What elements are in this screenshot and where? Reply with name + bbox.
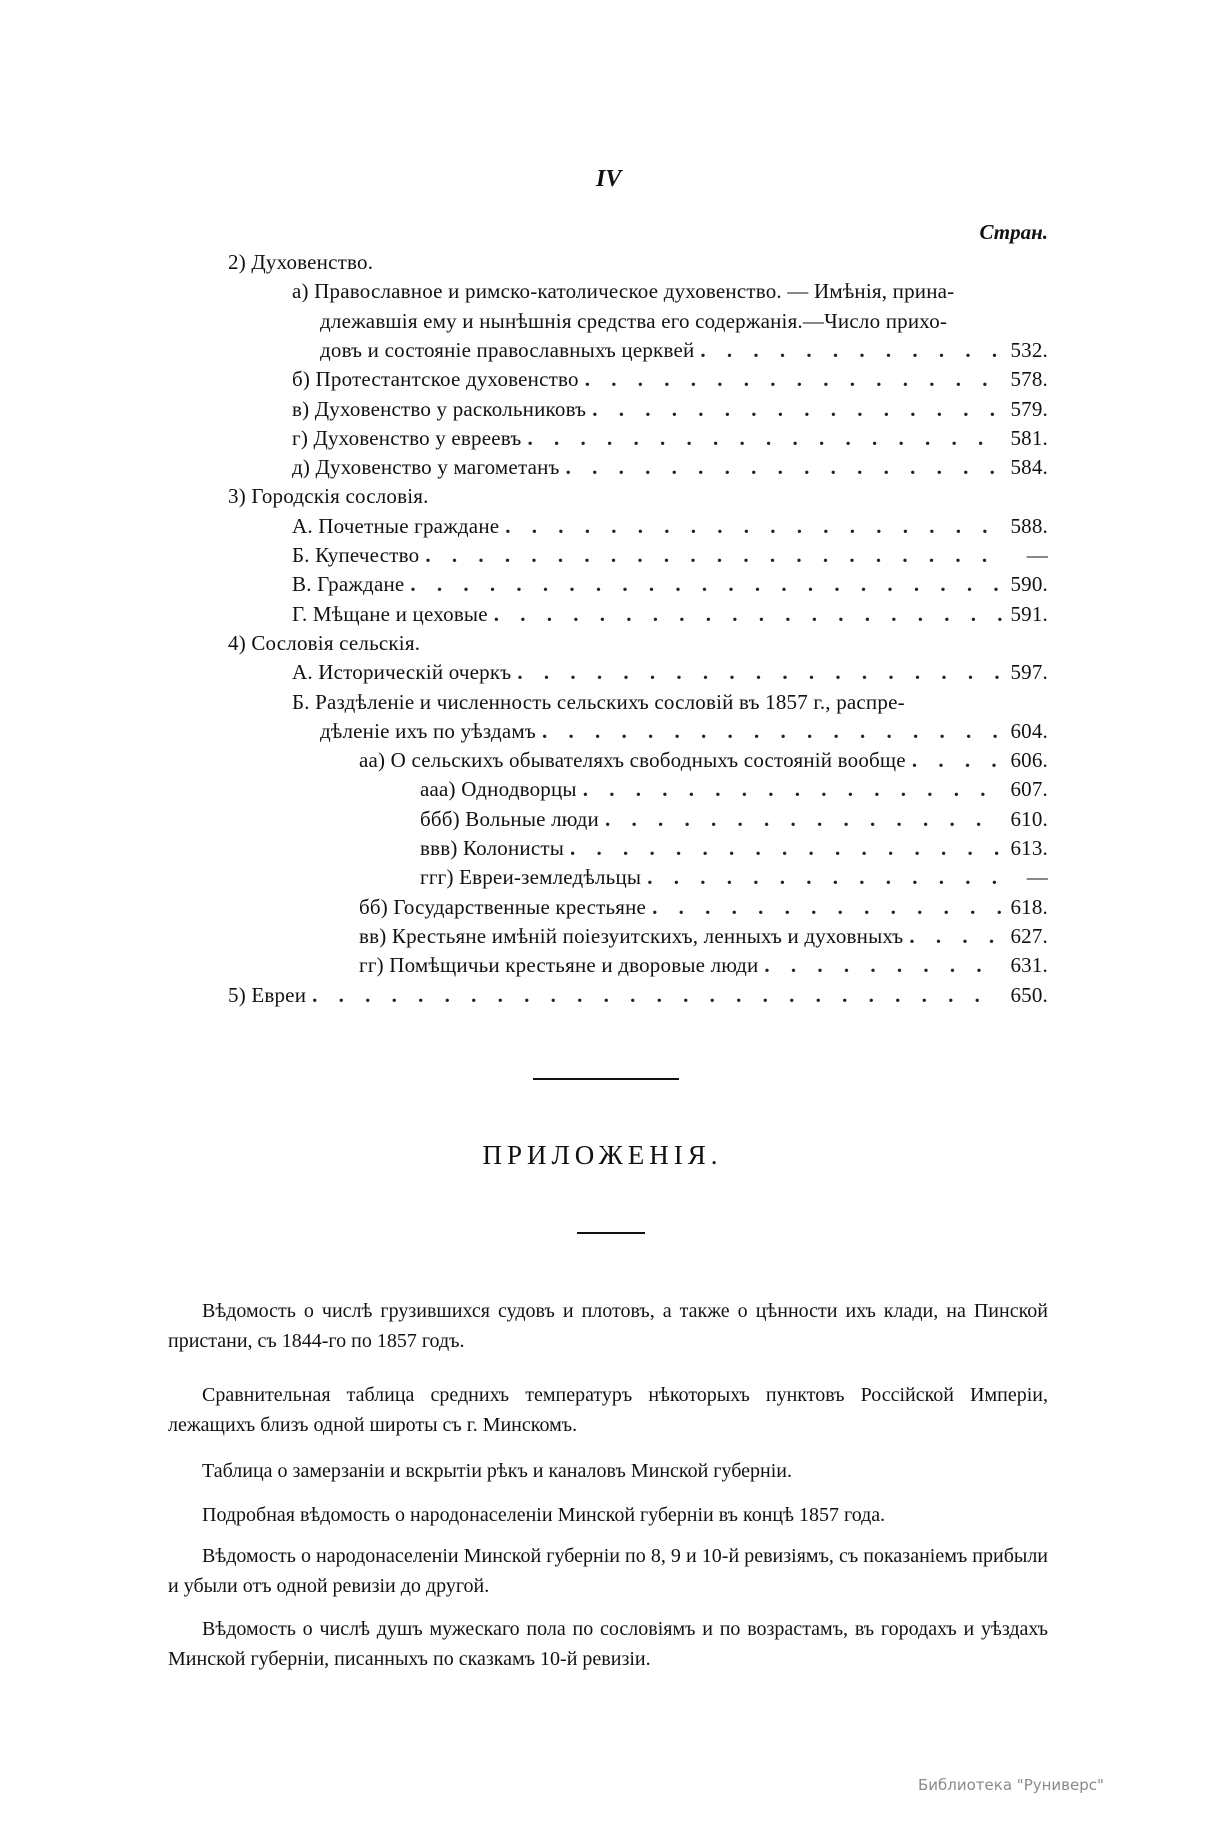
toc-entry-page: 532. bbox=[1010, 337, 1048, 362]
toc-entry bbox=[320, 717, 1048, 746]
toc-entry-label: дѣленіе ихъ по уѣздамъ bbox=[320, 718, 536, 743]
toc-entry-label: вв) Крестьяне имѣній поіезуитскихъ, ленныхъ и духовныхъ bbox=[359, 923, 904, 948]
toc-entry bbox=[228, 482, 429, 511]
toc-entry-label: 5) Евреи bbox=[228, 982, 307, 1007]
toc-entry-page: — bbox=[1026, 543, 1048, 567]
dot-leader bbox=[566, 453, 1002, 482]
toc-entry-label: г) Духовенство у евреевъ bbox=[292, 425, 522, 450]
toc-entry-label: 3) Городскія сословія. bbox=[228, 484, 429, 509]
appendix-item: Подробная вѣдомость о народонаселеніи Минской губерніи въ концѣ 1857 года. bbox=[202, 1504, 886, 1526]
toc-entry-page: 618. bbox=[1010, 894, 1048, 919]
toc-entry-page: 606. bbox=[1010, 748, 1048, 773]
dot-leader bbox=[585, 365, 1002, 394]
page-column-header: Стран. bbox=[979, 220, 1048, 244]
dot-leader bbox=[570, 834, 1002, 863]
dot-leader bbox=[647, 863, 1002, 892]
appendix-item: Вѣдомость о числѣ грузившихся судовъ и плотовъ, а также о цѣнности ихъ клади, на Пинской пристани, съ 1844-го по 1857 годъ. bbox=[168, 1300, 1048, 1352]
dot-leader bbox=[505, 512, 1002, 541]
toc-entry bbox=[292, 277, 954, 306]
toc-entry-label: б) Протестантское духовенство bbox=[292, 367, 579, 392]
toc-entry bbox=[320, 307, 947, 336]
toc-entry-page: — bbox=[1026, 865, 1048, 890]
toc-entry bbox=[359, 893, 1048, 922]
dot-leader bbox=[542, 717, 1002, 746]
appendix-heading: ПРИЛОЖЕНІЯ. bbox=[482, 1140, 723, 1170]
dot-leader bbox=[583, 775, 1002, 804]
dot-leader bbox=[410, 570, 1002, 599]
toc-entry-label: д) Духовенство у магометанъ bbox=[292, 455, 560, 480]
dot-leader bbox=[605, 805, 1002, 834]
toc-entry-page: 604. bbox=[1010, 718, 1048, 743]
toc-entry-page: 581. bbox=[1010, 425, 1048, 450]
toc-entry bbox=[420, 805, 1048, 834]
appendix-item: Вѣдомость о числѣ душъ мужескаго пола по сословіямъ и по возрастамъ, въ городахъ и уѣздахъ Минской губерніи, писанныхъ по сказкамъ 10-й ревизіи. bbox=[168, 1618, 1048, 1670]
toc-entry-label: ггг) Евреи-земледѣльцы bbox=[420, 865, 642, 890]
dot-leader bbox=[700, 336, 1002, 365]
toc-entry bbox=[292, 365, 1048, 394]
toc-entry-label: гг) Помѣщичьи крестьяне и дворовые люди bbox=[359, 953, 759, 978]
toc-entry bbox=[320, 336, 1048, 365]
divider-rule-short bbox=[577, 1232, 645, 1234]
toc-entry-page: 588. bbox=[1010, 513, 1048, 538]
dot-leader bbox=[652, 893, 1002, 922]
toc-entry-label: довъ и состояніе православныхъ церквей bbox=[320, 337, 695, 362]
toc-entry-label: длежавшія ему и нынѣшнія средства его содержанія.—Число прихо- bbox=[320, 308, 948, 333]
toc-entry bbox=[359, 922, 1048, 951]
toc-entry-label: А. Почетные граждане bbox=[292, 513, 500, 538]
toc-entry-label: ббб) Вольные люди bbox=[420, 806, 599, 831]
toc-entry-page: 584. bbox=[1010, 455, 1048, 480]
dot-leader bbox=[912, 746, 1002, 775]
toc-entry bbox=[228, 981, 1048, 1010]
toc-entry bbox=[359, 951, 1048, 980]
dot-leader bbox=[909, 922, 1002, 951]
dot-leader bbox=[517, 658, 1002, 687]
toc-entry-label: Б. Раздѣленіе и численность сельскихъ сословій въ 1857 г., распре- bbox=[292, 689, 905, 714]
toc-entry-label: ввв) Колонисты bbox=[420, 836, 565, 860]
appendix-item: Вѣдомость о народонаселеніи Минской губерніи по 8, 9 и 10-й ревизіямъ, съ показаніемъ прибыли и убыли отъ одной ревизіи до другой. bbox=[168, 1545, 1048, 1597]
toc-entry-label: В. Граждане bbox=[292, 572, 405, 597]
dot-leader bbox=[764, 951, 1002, 980]
appendix-item: Сравнительная таблица среднихъ температуръ нѣкоторыхъ пунктовъ Россійской Имперіи, лежащихъ близъ одной широты съ г. Минскомъ. bbox=[168, 1384, 1048, 1436]
toc-entry bbox=[292, 688, 905, 717]
toc-entry bbox=[292, 541, 1048, 570]
toc-entry-page: 597. bbox=[1010, 660, 1048, 685]
toc-entry-label: в) Духовенство у раскольниковъ bbox=[292, 396, 587, 421]
toc-entry bbox=[228, 248, 373, 277]
toc-entry-page: 631. bbox=[1010, 953, 1048, 978]
toc-entry bbox=[420, 834, 1048, 863]
toc-entry-label: ааа) Однодворцы bbox=[420, 777, 577, 802]
toc-entry-page: 590. bbox=[1010, 572, 1048, 597]
toc-entry bbox=[292, 424, 1048, 453]
toc-entry-page: 579. bbox=[1010, 396, 1048, 421]
library-watermark: Библиотека "Руниверс" bbox=[918, 1776, 1104, 1794]
toc-entry-page: 610. bbox=[1010, 806, 1048, 831]
toc-entry bbox=[292, 600, 1048, 629]
toc-entry-page: 650. bbox=[1010, 982, 1048, 1007]
toc-entry bbox=[292, 512, 1048, 541]
toc-entry bbox=[420, 775, 1048, 804]
toc-entry-page: 627. bbox=[1010, 923, 1048, 948]
toc-entry-page: 591. bbox=[1010, 601, 1048, 626]
toc-entry bbox=[292, 395, 1048, 424]
toc-entry bbox=[292, 570, 1048, 599]
toc-entry-label: а) Православное и римско-католическое духовенство. — Имѣнія, прина- bbox=[292, 279, 955, 304]
toc-entry-label: 4) Сословія сельскія. bbox=[228, 630, 421, 655]
toc-entry-label: 2) Духовенство. bbox=[228, 250, 374, 274]
toc-entry bbox=[359, 746, 1048, 775]
toc-entry bbox=[292, 658, 1048, 687]
toc-entry-page: 607. bbox=[1010, 777, 1048, 802]
divider-rule bbox=[533, 1078, 679, 1080]
dot-leader bbox=[527, 424, 1002, 453]
dot-leader bbox=[312, 981, 1002, 1010]
dot-leader bbox=[425, 541, 1002, 570]
toc-entry bbox=[292, 453, 1048, 482]
appendix-item: Таблица о замерзаніи и вскрытіи рѣкъ и каналовъ Минской губерніи. bbox=[202, 1460, 792, 1482]
dot-leader bbox=[592, 395, 1002, 424]
toc-entry bbox=[420, 863, 1048, 892]
toc-entry-page: 578. bbox=[1010, 367, 1048, 392]
toc-entry-label: бб) Государственные крестьяне bbox=[359, 894, 647, 919]
toc-entry-page: 613. bbox=[1010, 836, 1048, 860]
toc-entry bbox=[228, 629, 420, 658]
dot-leader bbox=[494, 600, 1002, 629]
page-number: IV bbox=[596, 166, 622, 192]
toc-entry-label: А. Историческій очеркъ bbox=[292, 660, 512, 685]
toc-entry-label: Г. Мѣщане и цеховые bbox=[292, 601, 488, 626]
toc-entry-label: аа) О сельскихъ обывателяхъ свободныхъ состояній вообще bbox=[359, 748, 906, 773]
toc-entry-label: Б. Купечество bbox=[292, 543, 420, 567]
